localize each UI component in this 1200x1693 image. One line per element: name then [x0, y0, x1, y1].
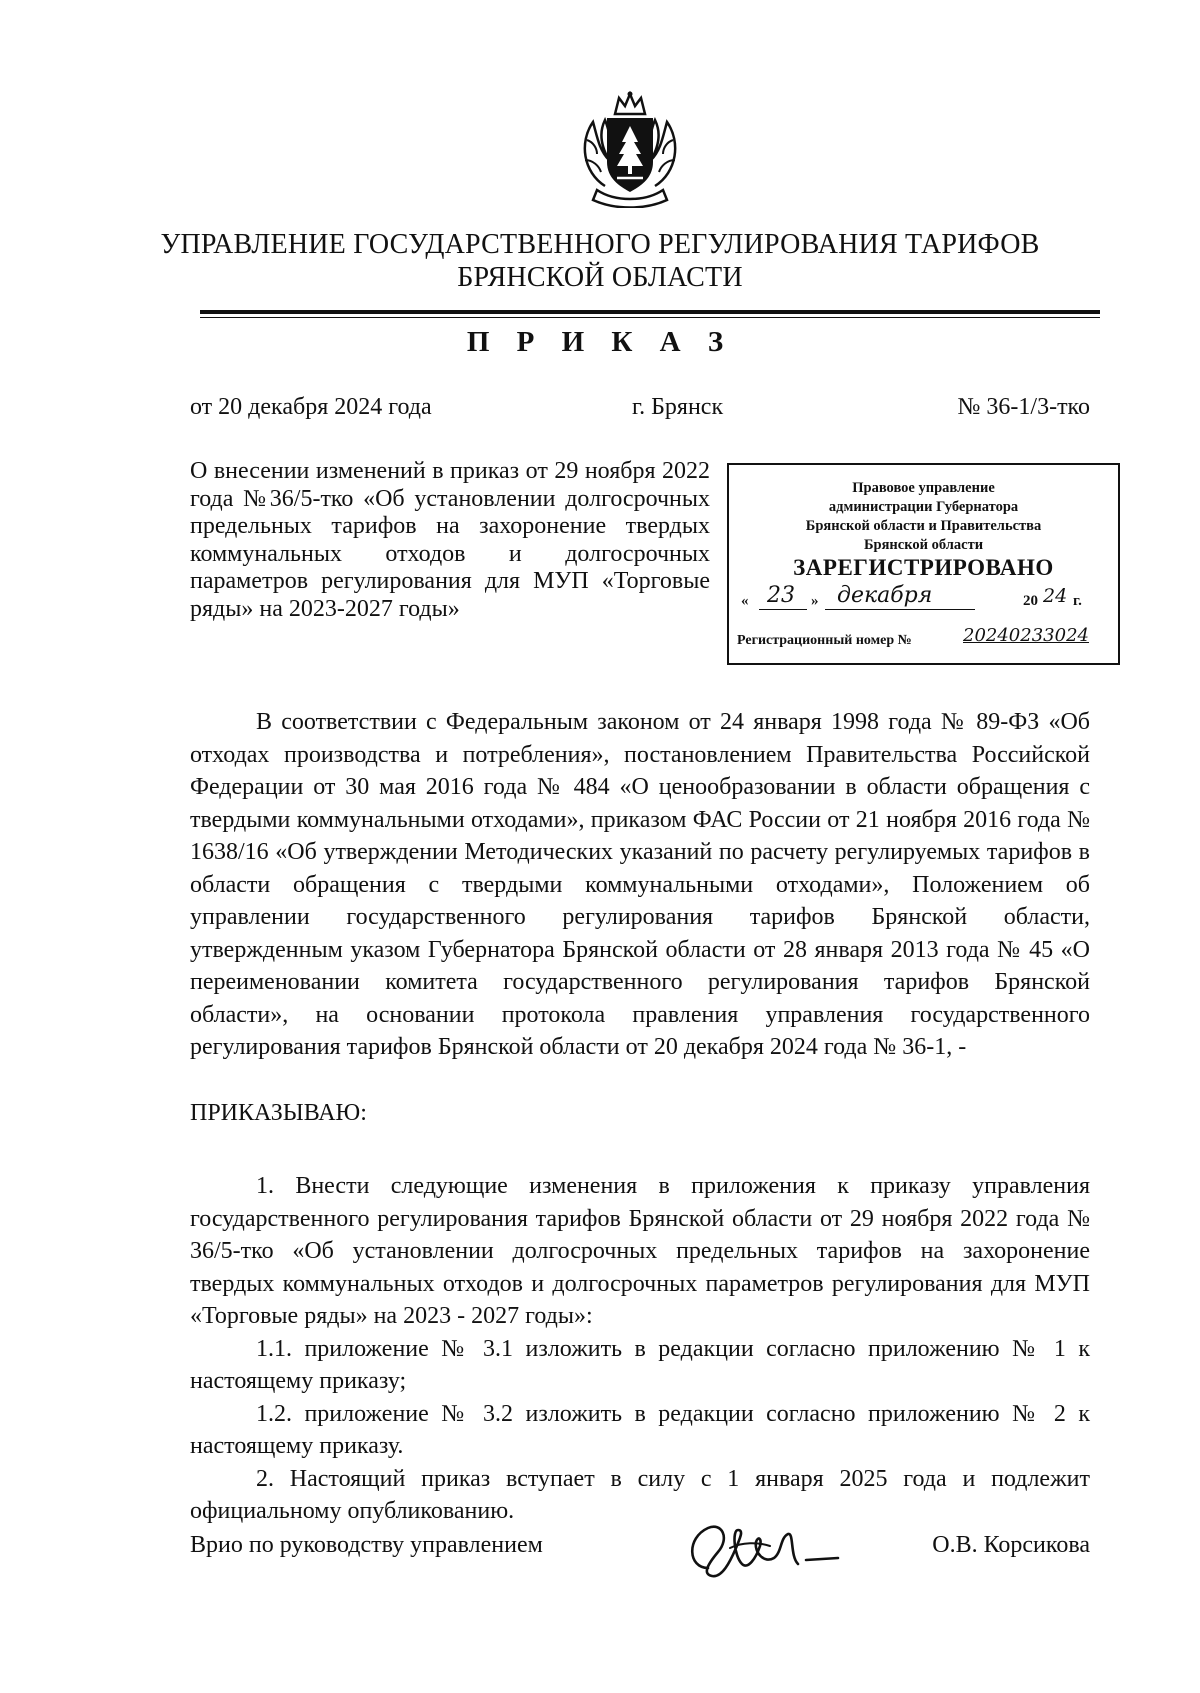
signatory-role: Врио по руководству управлением — [190, 1532, 543, 1558]
order-word: ПРИКАЗЫВАЮ: — [190, 1100, 367, 1126]
handwritten-signature — [678, 1508, 848, 1588]
stamp-line-2: администрации Губернатора — [828, 499, 1019, 515]
signatory-name: О.В. Корсикова — [932, 1532, 1090, 1558]
stamp-month: декабря — [837, 583, 933, 608]
stamp-registration-row — [737, 627, 1114, 655]
stamp-year-prefix: 20 — [1023, 593, 1038, 609]
stamp-line-3: Брянской области и Правительства — [805, 518, 1042, 534]
organization-line-1: УПРАВЛЕНИЕ ГОСУДАРСТВЕННОГО РЕГУЛИРОВАНИЯ ТАРИФОВ — [160, 229, 1040, 260]
document-date: от 20 декабря 2024 года — [190, 394, 432, 420]
document-title: П Р И К А З — [466, 326, 734, 358]
stamp-year-unit: г. — [1073, 593, 1082, 609]
stamp-line-4: Брянской области — [863, 537, 984, 553]
stamp-date-row: « 23 » декабря 20 24 г. — [741, 583, 1082, 609]
stamp-line-1: Правовое управление — [852, 480, 995, 496]
organization-name — [120, 228, 1080, 294]
stamp-reg-label: Регистрационный номер № — [737, 633, 912, 648]
order-item-1-2: 1.2. приложение № 3.2 изложить в редакции согласно приложению № 2 к настоящему приказу. — [190, 1400, 1090, 1459]
order-items — [190, 1170, 1090, 1528]
order-item-1: 1. Внести следующие изменения в приложения к приказу управления государственного регулирования тарифов Брянской области от 29 ноября 2022 года № 36/5-тко «Об установлении долгосрочных предельных тарифов на захоронение твердых коммунальных отходов и долгосрочных параметров регулирования для МУП «Торговые ряды» на 2023 - 2027 годы»: — [190, 1173, 1090, 1329]
header-divider-thick — [200, 310, 1100, 314]
preamble-paragraph: В соответствии с Федеральным законом от 24 января 1998 года № 89-ФЗ «Об отходах производства и потребления», постановлением Правительства Российской Федерации от 30 мая 2016 года № 484 «О ценообразовании в области обращения с твердыми коммунальными отходами», приказом ФАС России от 21 ноября 2016 года № 1638/16 «Об утверждении Методических указаний по расчету регулируемых тарифов в области обращения с твердыми коммунальными отходами», Положением об управлении государственного регулирования тарифов Брянской области, утвержденным указом Губернатора Брянской области от 28 января 2013 года № 45 «О переименовании комитета государственного регулирования тарифов Брянской области», на основании протокола правления управления государственного регулирования тарифов Брянской области от 20 декабря 2024 года № 36-1, - — [190, 709, 1090, 1060]
document-subject: О внесении изменений в приказ от 29 ноября 2022 года №36/5-тко «Об установлении долгосрочных предельных тарифов на захоронение твердых коммунальных отходов и долгосрочных параметров регулирования для МУП «Торговые ряды» на 2023-2027 годы» — [190, 458, 710, 622]
document-number: № 36-1/3-тко — [957, 394, 1090, 420]
header-divider-thin — [200, 317, 1100, 318]
order-item-1-1: 1.1. приложение № 3.1 изложить в редакции согласно приложению № 1 к настоящему приказу; — [190, 1335, 1090, 1394]
coat-of-arms-emblem — [575, 90, 685, 208]
stamp-authority — [729, 479, 1118, 555]
stamp-registered-label: ЗАРЕГИСТРИРОВАНО — [793, 555, 1054, 580]
stamp-day: 23 — [767, 583, 795, 608]
registration-stamp — [727, 463, 1120, 665]
document-city: г. Брянск — [632, 394, 724, 420]
order-item-2: 2. Настоящий приказ вступает в силу с 1 января 2025 года и подлежит официальному опубликованию. — [190, 1465, 1090, 1524]
stamp-year-suffix: 24 — [1043, 585, 1068, 607]
organization-line-2: БРЯНСКОЙ ОБЛАСТИ — [457, 262, 743, 293]
stamp-reg-number: 20240233024 — [963, 625, 1089, 646]
